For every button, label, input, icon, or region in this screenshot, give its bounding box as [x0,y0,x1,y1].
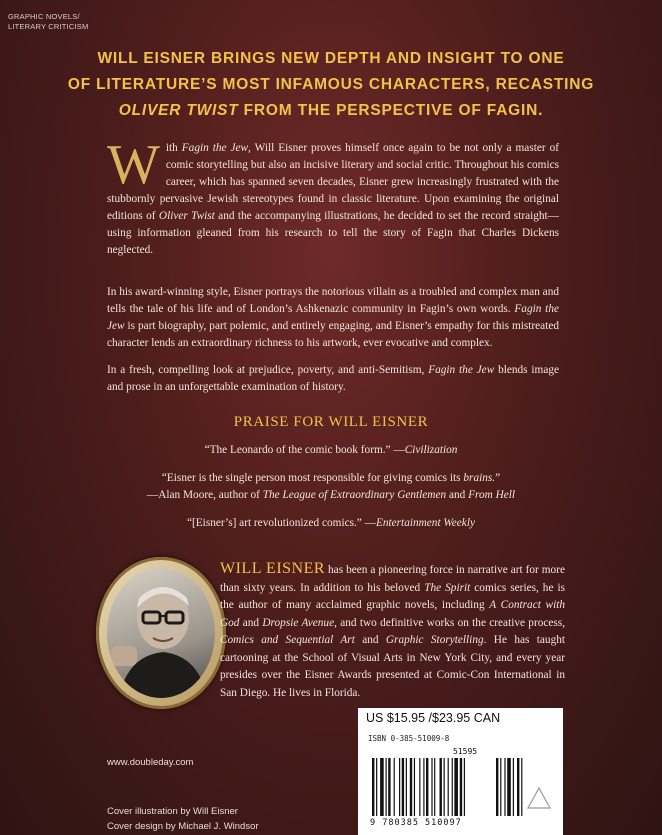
praise-quote-1 [60,442,602,459]
praise-heading: PRAISE FOR WILL EISNER [233,414,429,430]
isbn-text: ISBN 0-385-51009-8 [368,734,450,743]
p1-text-a: , Will Eisner proves himself once again to be not only a master of comic storytelling but also an incisive literary and social critic. Throughout his comics career, which has spanned seven decades, Eisner grew increasingly frustrated with the stubbornly pervasive Jewish stereotypes found in classic literature. Upon examining the original editions of [107,142,560,222]
quote-2-text-b: ” [495,472,501,484]
barcode-digits: 9 780385 510097 [370,818,462,828]
bio-c: and [239,616,263,629]
p3-text-a: In a fresh, compelling look at prejudice, poverty, and anti-Semitism, [107,364,429,376]
quote-1-text: “The Leonardo of the comic book form.” — [204,444,405,456]
p3-book-title: Fagin the Jew [428,364,495,376]
p1-oliver-title: Oliver Twist [158,210,215,222]
quote-3-source: Entertainment Weekly [375,517,475,529]
headline-line-1: WILL EISNER BRINGS NEW DEPTH AND INSIGHT TO ONE [97,50,565,67]
bio-comics-seq-title: Comics and Sequential Art [220,634,355,646]
p2-book-title: Fagin the Jew [107,303,559,332]
p2-text-a: In his award-winning style, Eisner portrays the notorious villain as a troubled and complex man and tells the tale of his life and of London’s Ashkenazic community in Fagin’s own words. [107,286,559,315]
price-barcode-label [358,708,563,835]
p3-text-b: blends image and prose in an unforgettable examination of history. [107,364,560,393]
cover-credits [107,804,259,834]
bio-d: , and two definitive works on the creative process, [334,616,566,629]
headline-line-3-rest: FROM THE PERSPECTIVE OF FAGIN. [238,102,544,119]
price-text: US $15.95 /$23.95 CAN [366,711,501,725]
headline-line-3 [60,98,602,124]
headline [60,46,602,124]
bio-a: has been a pioneering force in narrative art for more than sixty years. In addition to his beloved [220,564,565,594]
author-portrait-illustration [107,568,215,698]
price-addon-code: 51595 [453,747,478,756]
praise-quote-2 [60,470,602,504]
quote-2-attr-a: —Alan Moore, author of [146,489,263,501]
p2-text-b: is part biography, part polemic, and entirely engaging, and Eisner’s empathy for this mistreated character lends an extraordinary richness to his artwork, ever evocative and complex. [107,320,559,349]
bio-contract-title: A Contract with God [220,599,565,629]
bio-spirit-title: The Spirit [424,581,471,594]
headline-line-2: OF LITERATURE’S MOST INFAMOUS CHARACTERS, RECASTING [67,76,595,93]
description-paragraph-3 [107,362,559,396]
author-portrait-photo [107,568,215,698]
author-portrait-frame [96,557,226,709]
quote-2-work-1: The League of Extraordinary Gentlemen [262,489,447,501]
description-paragraph-2 [107,284,559,352]
quote-1-source: Civilization [404,444,458,456]
bio-f: . He has taught cartooning at the School of Visual Arts in New York City, and every year presides over the Eisner Awards presented at Comic-Con International in San Diego. He lives in Florida. [220,634,565,699]
p1-text-b: and the accompanying illustrations, he decided to set the record straight—using information gleaned from his research to tell the story of Fagin that Charles Dickens neglected. [107,210,559,256]
category-line-1: GRAPHIC NOVELS/ [8,12,80,21]
quote-2-line [60,470,602,487]
bio-dropsie-title: Dropsie Avenue [262,616,335,629]
recycle-triangle-icon [526,786,552,810]
credit-illustration: Cover illustration by Will Eisner [107,806,238,817]
drop-cap: W [107,134,160,196]
quote-3-text: “[Eisner’s] art revolutionized comics.” — [187,517,376,529]
quote-2-emphasis: brains. [463,472,496,484]
category-line-2: LITERARY CRITICISM [8,22,89,31]
quote-2-attr-and: and [446,489,469,501]
publisher-website: www.doubleday.com [107,757,194,768]
description-paragraph-1 [107,134,560,259]
p1-book-title: Fagin the Jew [181,142,249,154]
credit-design: Cover design by Michael J. Windsor [107,821,259,832]
author-name: WILL EISNER [220,560,326,577]
bio-b: comics series, he is the author of many acclaimed graphic novels, including [220,581,566,611]
bio-graphic-story-title: Graphic Storytelling [385,634,484,646]
author-bio [220,560,565,702]
category-label [8,12,88,32]
quote-2-text-a: “Eisner is the single person most responsible for giving comics its [161,472,464,484]
headline-book-title: OLIVER TWIST [118,102,239,119]
quote-2-work-2: From Hell [468,489,516,501]
p1-lead: ith [165,142,182,154]
quote-2-attribution [60,487,602,504]
praise-quote-3 [60,515,602,532]
bio-e: and [354,634,386,646]
